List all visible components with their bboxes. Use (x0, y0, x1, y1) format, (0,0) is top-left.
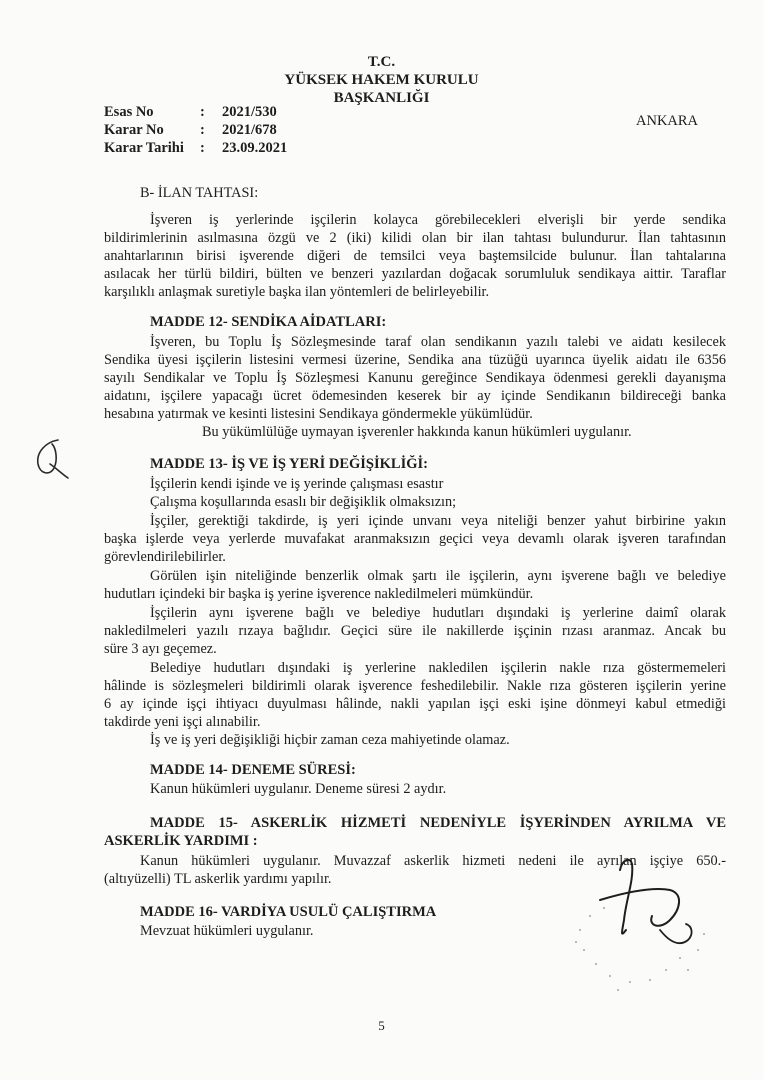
meta-value: 2021/678 (222, 122, 277, 138)
meta-label: Esas No (104, 104, 154, 120)
madde-15-title: MADDE 15- ASKERLİK HİZMETİ NEDENİYLE İŞYERİNDEN AYRILMA VE (150, 815, 726, 831)
meta-value: 2021/530 (222, 104, 277, 120)
meta-value: 23.09.2021 (222, 140, 288, 156)
madde-13-line: hudutları içindeki bir başka iş yerine işverence nakledilmeleri mümkündür. (104, 586, 534, 602)
meta-sep: : (200, 140, 205, 156)
madde-12-line: hesabına yatırmak ve kesinti listesini Sendikaya göndermekle yükümlüdür. (104, 406, 533, 422)
section-b-line: asılacak her türlü bildiri, bülten ve benzeri yazılardan doğacak sorumluluk sendikaya aittir. Taraflar (104, 266, 726, 282)
madde-13-line: 6 ay içinde işçi ihtiyacı duyulması hâlinde, nakli yapılan işçi eski işine dönmeyi kabul etmediği (104, 696, 726, 712)
madde-13-line: İşçilerin aynı işverene bağlı ve belediye hudutları dışındaki iş yerlerine daimî olarak (150, 605, 726, 621)
madde-13-title: MADDE 13- İŞ VE İŞ YERİ DEĞİŞİKLİĞİ: (150, 456, 428, 472)
madde-12-line: Sendika üyesi işçilerin listesini vermesi üzerine, Sendika ana tüzüğü uyarınca üyelik aidatı ile 6356 (104, 352, 726, 368)
madde-13-line: Belediye hudutları dışındaki iş yerlerine nakledilen işçilerin nakle rıza göstermemeleri (150, 660, 726, 676)
page-number: 5 (378, 1018, 385, 1033)
header-tc: T.C. (367, 54, 396, 70)
madde-15-line: (altıyüzelli) TL askerlik yardımı yapılır. (104, 871, 332, 887)
madde-16-line: Mevzuat hükümleri uygulanır. (140, 923, 314, 939)
madde-14-line: Kanun hükümleri uygulanır. Deneme süresi 2 aydır. (150, 781, 447, 797)
madde-15-title-cont: ASKERLİK YARDIMI : (104, 833, 258, 849)
madde-13-line: Çalışma koşullarında esaslı bir değişiklik olmaksızın; (150, 494, 457, 510)
madde-13-line: başka işlerde veya yerlerde muvafakat aranmaksızın geçici veya devamlı olarak işveren tarafından (104, 531, 726, 547)
madde-13-line: süre 3 ayı geçemez. (104, 641, 217, 657)
madde-13-line: İş ve iş yeri değişikliği hiçbir zaman ceza mahiyetinde olamaz. (150, 732, 510, 748)
section-b-title: B- İLAN TAHTASI: (140, 185, 259, 201)
madde-13-line: İşçilerin kendi işinde ve iş yerinde çalışması esastır (150, 476, 444, 492)
meta-label: Karar Tarihi (104, 140, 184, 156)
section-b-line: karşılıklı anlaşmak suretiyle başka ilan yöntemleri de belirleyebilir. (104, 284, 490, 300)
madde-13-line: nakledilmeleri yazılı rızaya bağlıdır. Geçici süre ile nakillerde işçinin rızası aranmaz. Ancak bu (104, 623, 726, 639)
madde-13-line: Görülen işin niteliğinde benzerlik olmak şartı ile işçilerin, aynı işverene bağlı ve belediye (150, 568, 726, 584)
madde-13-line: görevlendirilebilirler. (104, 549, 226, 565)
madde-12-title: MADDE 12- SENDİKA AİDATLARI: (150, 314, 387, 330)
location: ANKARA (636, 113, 699, 129)
madde-15-line: Kanun hükümleri uygulanır. Muvazzaf askerlik hizmeti nedeni ile ayrılan işçiye 650.- (140, 853, 726, 869)
madde-16-title: MADDE 16- VARDİYA USULÜ ÇALIŞTIRMA (140, 904, 437, 920)
section-b-line: anahtarlarının birisi işverende diğeri de temsilci veya baştemsilcide bulunur. İlan tahtalarına (104, 248, 726, 264)
handwritten-margin-mark (28, 434, 76, 482)
madde-13-line: takdirde yeni işçi alınabilir. (104, 714, 261, 730)
meta-label: Karar No (104, 122, 164, 138)
madde-12-line: Bu yükümlülüğe uymayan işverenler hakkında kanun hükümleri uygulanır. (202, 424, 632, 440)
madde-13-line: hâlinde is sözleşmeleri bildirimli olarak işverence feshedilebilir. Nakle rıza gösteren işçilerin yerine (104, 678, 726, 694)
madde-14-title: MADDE 14- DENEME SÜRESİ: (150, 762, 356, 778)
signature (560, 830, 720, 1000)
section-b-line: bildirimlerinin asılmasına özgü ve 2 (iki) kilidi olan bir ilan tahtası bulundurur. İlan tahtasının (104, 230, 726, 246)
madde-13-line: İşçiler, gerektiği takdirde, iş yeri içinde unvanı veya niteliği benzer yahut birbirine yakın (150, 513, 726, 529)
madde-12-line: İşveren, bu Toplu İş Sözleşmesinde taraf olan sendikanın yazılı talebi ve aidatı kesilecek (150, 334, 726, 350)
meta-sep: : (200, 104, 205, 120)
header-institution: YÜKSEK HAKEM KURULU (284, 72, 479, 88)
madde-12-line: sayılı Sendikalar ve Toplu İş Sözleşmesi Kanunu gereğince Sendikaya ödenmesi gerekli dayanışma (104, 370, 726, 386)
section-b-line: İşveren iş yerlerinde işçilerin kolayca görebilecekleri elverişli bir yerde sendika (150, 212, 726, 228)
madde-12-line: aidatını, işçilere yapacağı ücret ödemesinden keserek bir ay içinde Sendikanın bildireceği banka (104, 388, 726, 404)
meta-sep: : (200, 122, 205, 138)
header-department: BAŞKANLIĞI (333, 90, 430, 106)
